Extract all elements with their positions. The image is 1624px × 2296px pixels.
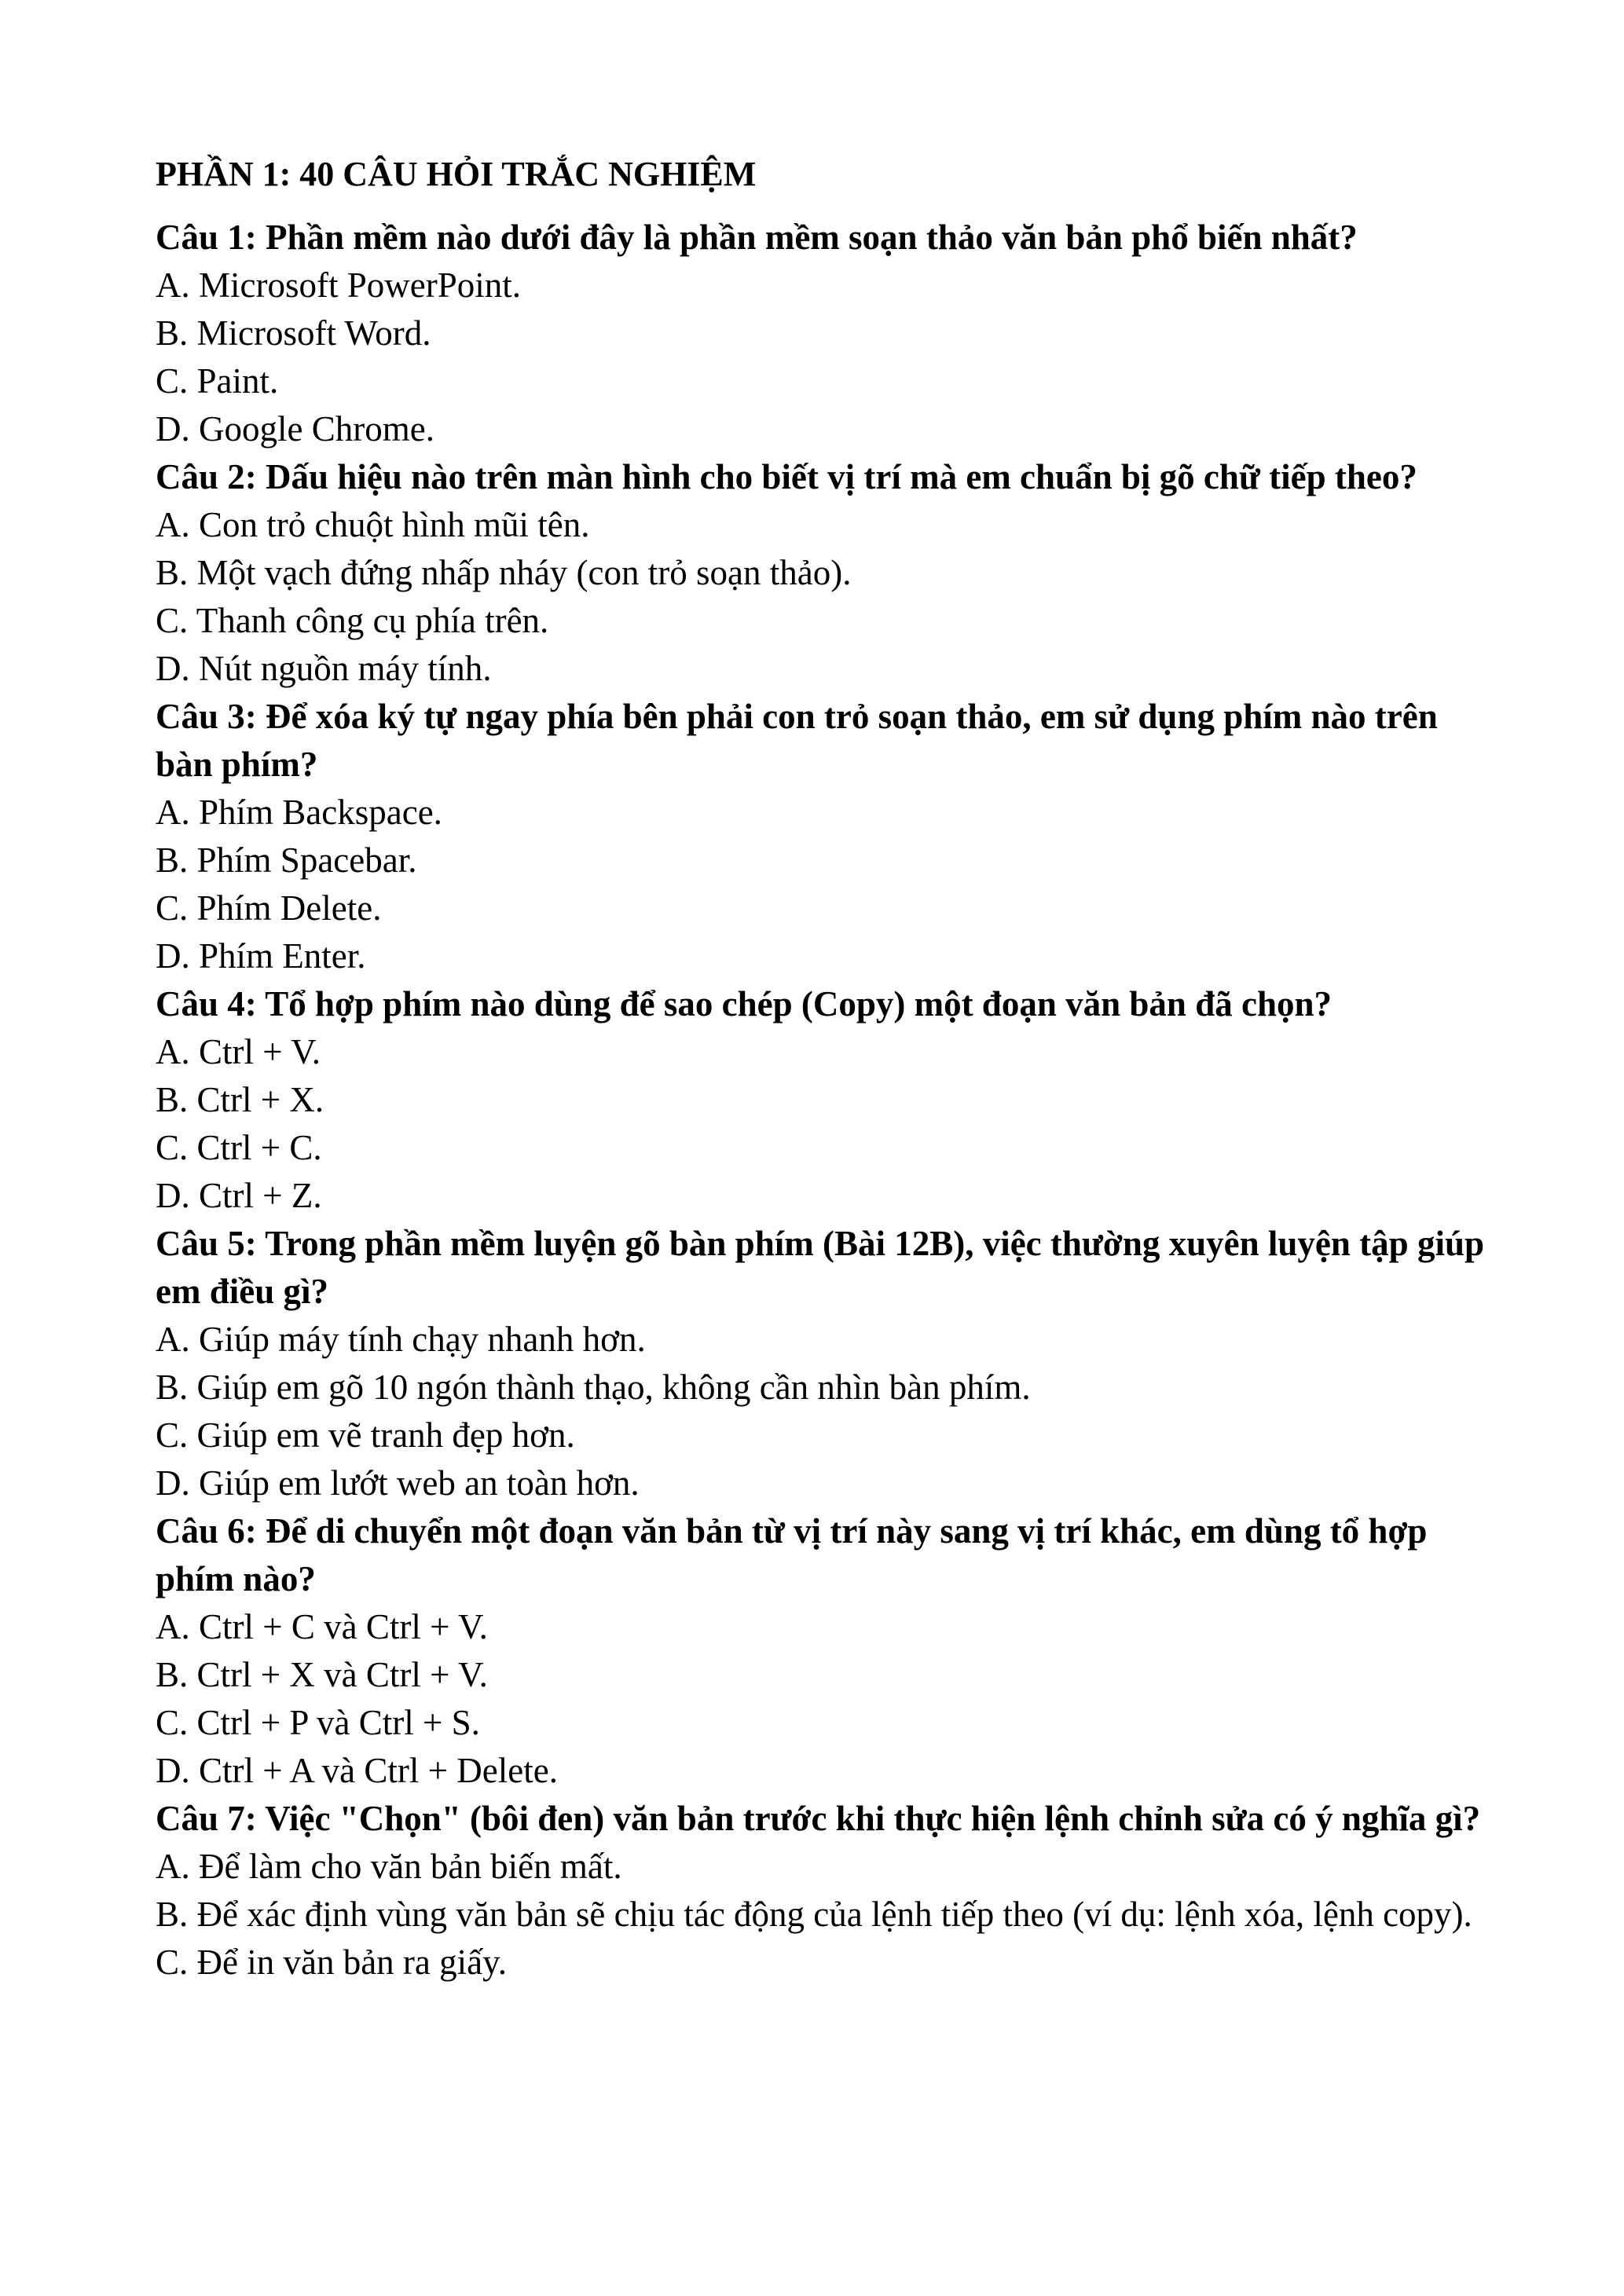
question-text: Câu 4: Tổ hợp phím nào dùng để sao chép (Copy) một đoạn văn bản đã chọn? [156, 984, 1332, 1023]
answer-option: C. Paint. [156, 361, 279, 401]
answer-option: A. Giúp máy tính chạy nhanh hơn. [156, 1320, 646, 1359]
question-text: Câu 7: Việc "Chọn" (bôi đen) văn bản trước khi thực hiện lệnh chỉnh sửa có ý nghĩa gì? [156, 1799, 1481, 1838]
answer-option: C. Ctrl + C. [156, 1128, 322, 1167]
answer-option: D. Nút nguồn máy tính. [156, 649, 492, 688]
answer-option: B. Microsoft Word. [156, 313, 431, 353]
answer-option: A. Phím Backspace. [156, 793, 442, 832]
question-block [156, 214, 1491, 453]
question-block [156, 1220, 1491, 1507]
question-block [156, 1795, 1491, 1987]
answer-option: A. Để làm cho văn bản biến mất. [156, 1847, 622, 1886]
answer-option: D. Ctrl + A và Ctrl + Delete. [156, 1751, 558, 1790]
answer-option: C. Để in văn bản ra giấy. [156, 1943, 507, 1982]
section-title: PHẦN 1: 40 CÂU HỎI TRẮC NGHIỆM [156, 155, 757, 193]
answer-option: B. Ctrl + X. [156, 1080, 324, 1119]
question-block [156, 980, 1491, 1220]
question-block [156, 693, 1491, 980]
answer-option: C. Giúp em vẽ tranh đẹp hơn. [156, 1415, 575, 1455]
answer-option: C. Phím Delete. [156, 888, 382, 928]
answer-option: A. Ctrl + C và Ctrl + V. [156, 1607, 488, 1646]
answer-option: D. Ctrl + Z. [156, 1176, 322, 1215]
question-text: Câu 5: Trong phần mềm luyện gõ bàn phím (Bài 12B), việc thường xuyên luyện tập giúp em điều gì? [156, 1224, 1484, 1311]
answer-option: D. Google Chrome. [156, 409, 434, 449]
answer-option: A. Microsoft PowerPoint. [156, 265, 521, 305]
answer-option: B. Ctrl + X và Ctrl + V. [156, 1655, 488, 1694]
answer-option: B. Một vạch đứng nhấp nháy (con trỏ soạn thảo). [156, 553, 852, 592]
document-content [156, 151, 1491, 1987]
answer-option: C. Ctrl + P và Ctrl + S. [156, 1703, 480, 1742]
answer-option: B. Để xác định vùng văn bản sẽ chịu tác động của lệnh tiếp theo (ví dụ: lệnh xóa, lệnh copy). [156, 1895, 1472, 1934]
answer-option: D. Giúp em lướt web an toàn hơn. [156, 1463, 640, 1503]
answer-option: A. Con trỏ chuột hình mũi tên. [156, 505, 590, 544]
answer-option: C. Thanh công cụ phía trên. [156, 601, 549, 640]
question-text: Câu 1: Phần mềm nào dưới đây là phần mềm soạn thảo văn bản phổ biến nhất? [156, 218, 1358, 257]
question-block [156, 1507, 1491, 1795]
answer-option: D. Phím Enter. [156, 936, 366, 976]
question-text: Câu 2: Dấu hiệu nào trên màn hình cho biết vị trí mà em chuẩn bị gõ chữ tiếp theo? [156, 457, 1417, 496]
question-text: Câu 3: Để xóa ký tự ngay phía bên phải con trỏ soạn thảo, em sử dụng phím nào trên bàn phím? [156, 697, 1438, 784]
answer-option: B. Phím Spacebar. [156, 840, 417, 880]
answer-option: B. Giúp em gõ 10 ngón thành thạo, không cần nhìn bàn phím. [156, 1368, 1031, 1407]
question-block [156, 453, 1491, 693]
answer-option: A. Ctrl + V. [156, 1032, 321, 1071]
question-text: Câu 6: Để di chuyển một đoạn văn bản từ vị trí này sang vị trí khác, em dùng tổ hợp phím nào? [156, 1511, 1428, 1598]
